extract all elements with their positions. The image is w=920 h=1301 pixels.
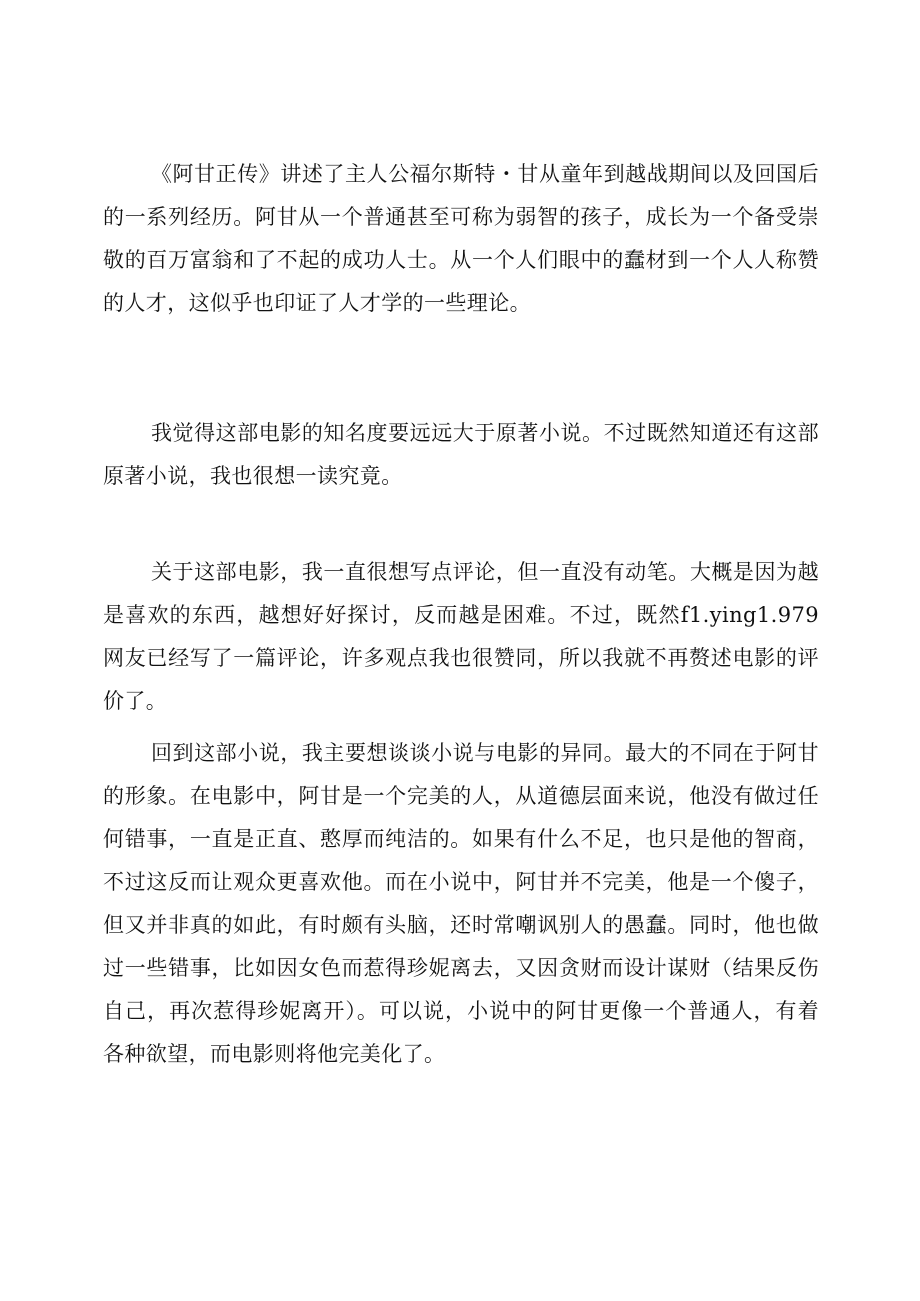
paragraph-4: 回到这部小说，我主要想谈谈小说与电影的异同。最大的不同在于阿甘的形象。在电影中，阿甘是一个完美的人，从道德层面来说，他没有做过任何错事，一直是正直、憨厚而纯洁的。如果有什么不足，也只是他的智商，不过这反而让观众更喜欢他。而在小说中，阿甘并不完美，他是一个傻子，但又并非真的如此，有时颇有头脑，还时常嘲讽别人的愚蠢。同时，他也做过一些错事，比如因女色而惹得珍妮离去，又因贪财而设计谋财（结果反伤自己，再次惹得珍妮离开）。可以说，小说中的阿甘更像一个普通人，有着各种欲望，而电影则将他完美化了。	[103, 741, 819, 1066]
paragraph-2: 我觉得这部电影的知名度要远远大于原著小说。不过既然知道还有这部原著小说，我也很想一读究竟。	[103, 421, 819, 488]
paragraph-1: 《阿甘正传》讲述了主人公福尔斯特・甘从童年到越战期间以及回国后的一系列经历。阿甘从一个普通甚至可称为弱智的孩子，成长为一个备受崇敬的百万富翁和了不起的成功人士。从一个人们眼中的蠢材到一个人人称赞的人才，这似乎也印证了人才学的一些理论。	[103, 162, 819, 315]
paragraph-3: 关于这部电影，我一直很想写点评论，但一直没有动笔。大概是因为越是喜欢的东西，越想好好探讨，反而越是困难。不过，既然f1.ying1.979网友已经写了一篇评论，许多观点我也很赞同，所以我就不再赘述电影的评价了。	[103, 560, 819, 713]
